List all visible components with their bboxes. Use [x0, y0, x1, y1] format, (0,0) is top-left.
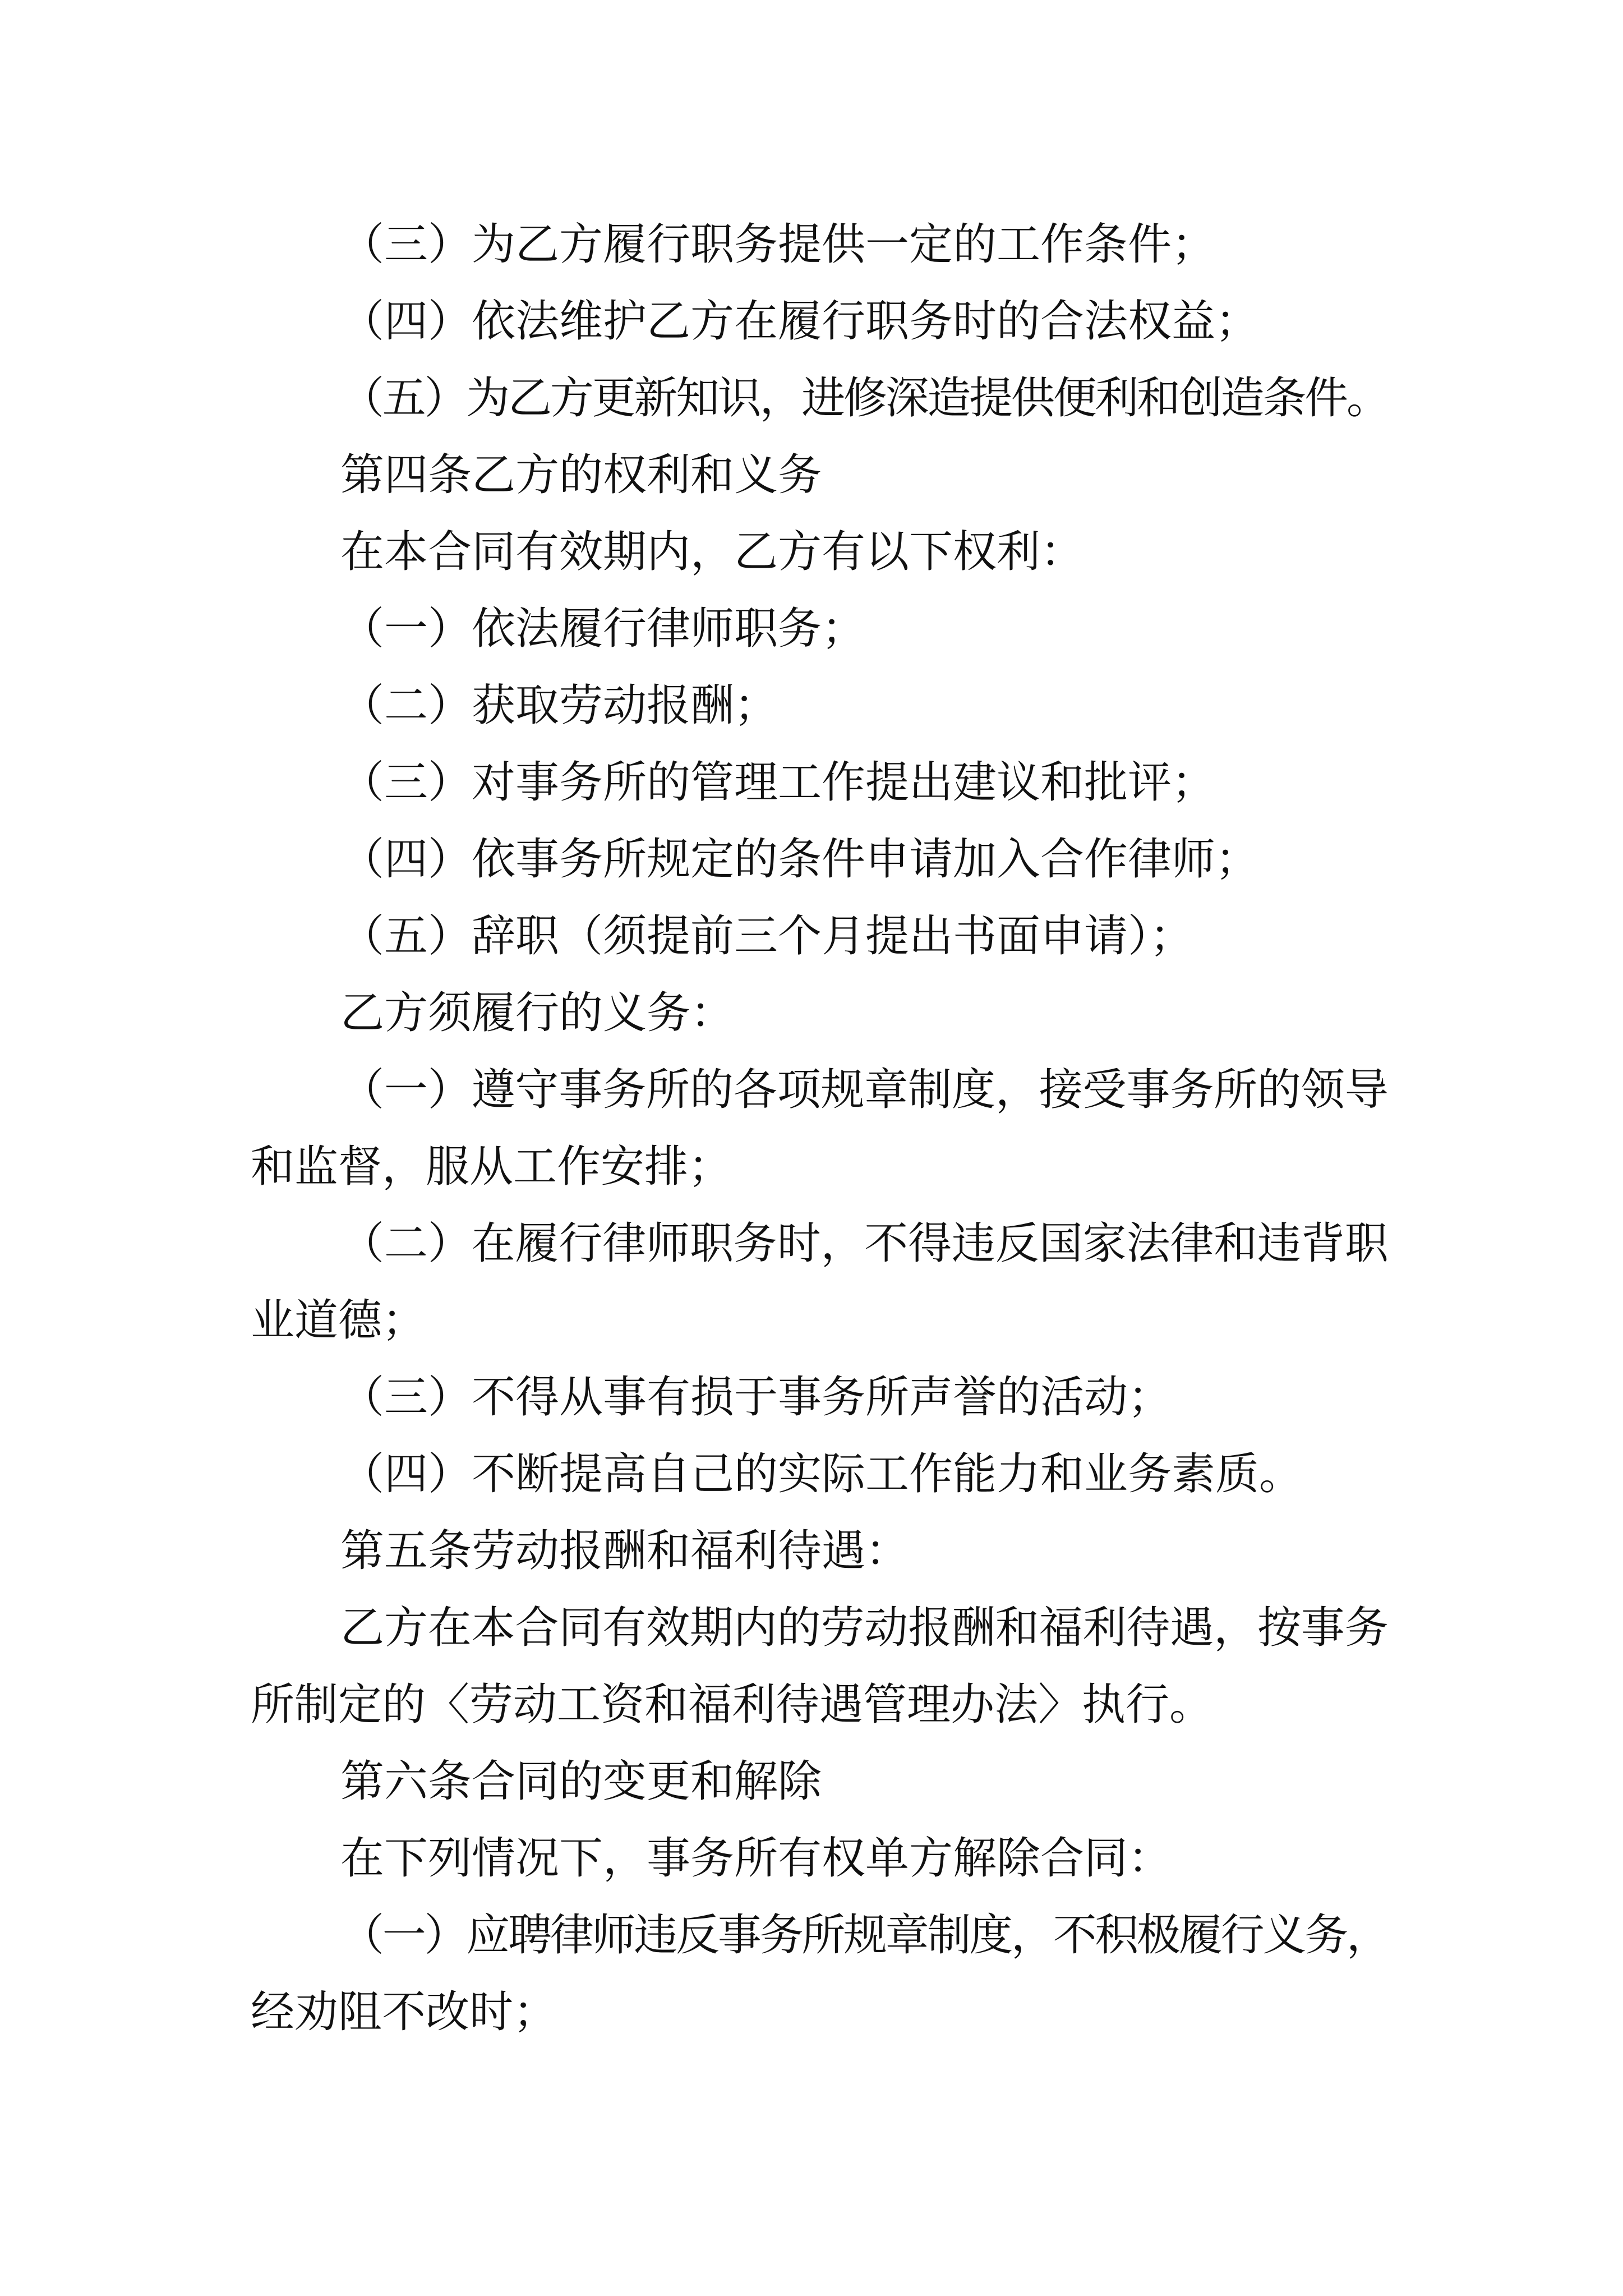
obligation-item-1	[251, 1052, 1388, 1205]
employer-duty-item-5	[251, 360, 1388, 437]
obligation-item-2	[251, 1205, 1388, 1359]
text-line: （三）不得从事有损于事务所声誉的活动；	[340, 1372, 1172, 1423]
article-4-heading	[251, 437, 1388, 514]
right-item-5	[251, 898, 1388, 975]
continuation-line: 经劝阻不改时；	[251, 1987, 557, 2037]
employer-duty-item-3	[251, 206, 1388, 283]
first-line: （一）应聘律师违反事务所规章制度，不积极履行义务，	[340, 1910, 1388, 1961]
text-line: 第五条劳动报酬和福利待遇：	[340, 1526, 910, 1576]
text-line: 乙方须履行的义务：	[340, 988, 735, 1038]
text-line: 在本合同有效期内，乙方有以下权利：	[340, 527, 1085, 577]
continuation-line: 所制定的〈劳动工资和福利待遇管理办法〉执行。	[251, 1680, 1214, 1730]
document-body	[251, 206, 1388, 2051]
text-line: （四）依事务所规定的条件申请加入合作律师；	[340, 834, 1260, 885]
obligation-item-3	[251, 1359, 1388, 1436]
text-line: （五）为乙方更新知识，进修深造提供便利和创造条件。	[340, 373, 1388, 424]
text-line: （二）获取劳动报酬；	[340, 680, 778, 731]
obligations-intro	[251, 975, 1388, 1052]
termination-item-1	[251, 1897, 1388, 2051]
text-line: 第六条合同的变更和解除	[340, 1756, 822, 1807]
text-line: （三）为乙方履行职务提供一定的工作条件；	[340, 219, 1216, 270]
right-item-2	[251, 668, 1388, 744]
termination-intro	[251, 1820, 1388, 1897]
right-item-3	[251, 744, 1388, 821]
first-line: （二）在履行律师职务时，不得违反国家法律和违背职	[340, 1218, 1388, 1269]
obligation-item-4	[251, 1436, 1388, 1513]
first-line: （一）遵守事务所的各项规章制度，接受事务所的领导	[340, 1065, 1388, 1115]
first-line: 乙方在本合同有效期内的劳动报酬和福利待遇，按事务	[340, 1603, 1388, 1653]
text-line: （三）对事务所的管理工作提出建议和批评；	[340, 757, 1216, 808]
continuation-line: 业道德；	[251, 1295, 426, 1346]
continuation-line: 和监督，服从工作安排；	[251, 1142, 732, 1192]
text-line: （四）不断提高自己的实际工作能力和业务素质。	[340, 1449, 1303, 1499]
text-line: 在下列情况下，事务所有权单方解除合同：	[340, 1833, 1172, 1884]
text-line: 第四条乙方的权利和义务	[340, 450, 822, 500]
article-5-heading	[251, 1513, 1388, 1590]
right-item-4	[251, 821, 1388, 898]
text-line: （一）依法履行律师职务；	[340, 604, 866, 654]
text-line: （五）辞职（须提前三个月提出书面申请）；	[340, 911, 1194, 961]
rights-intro	[251, 514, 1388, 591]
article-6-heading	[251, 1743, 1388, 1820]
text-line: （四）依法维护乙方在履行职务时的合法权益；	[340, 296, 1260, 347]
right-item-1	[251, 591, 1388, 668]
remuneration-paragraph	[251, 1590, 1388, 1743]
employer-duty-item-4	[251, 283, 1388, 360]
